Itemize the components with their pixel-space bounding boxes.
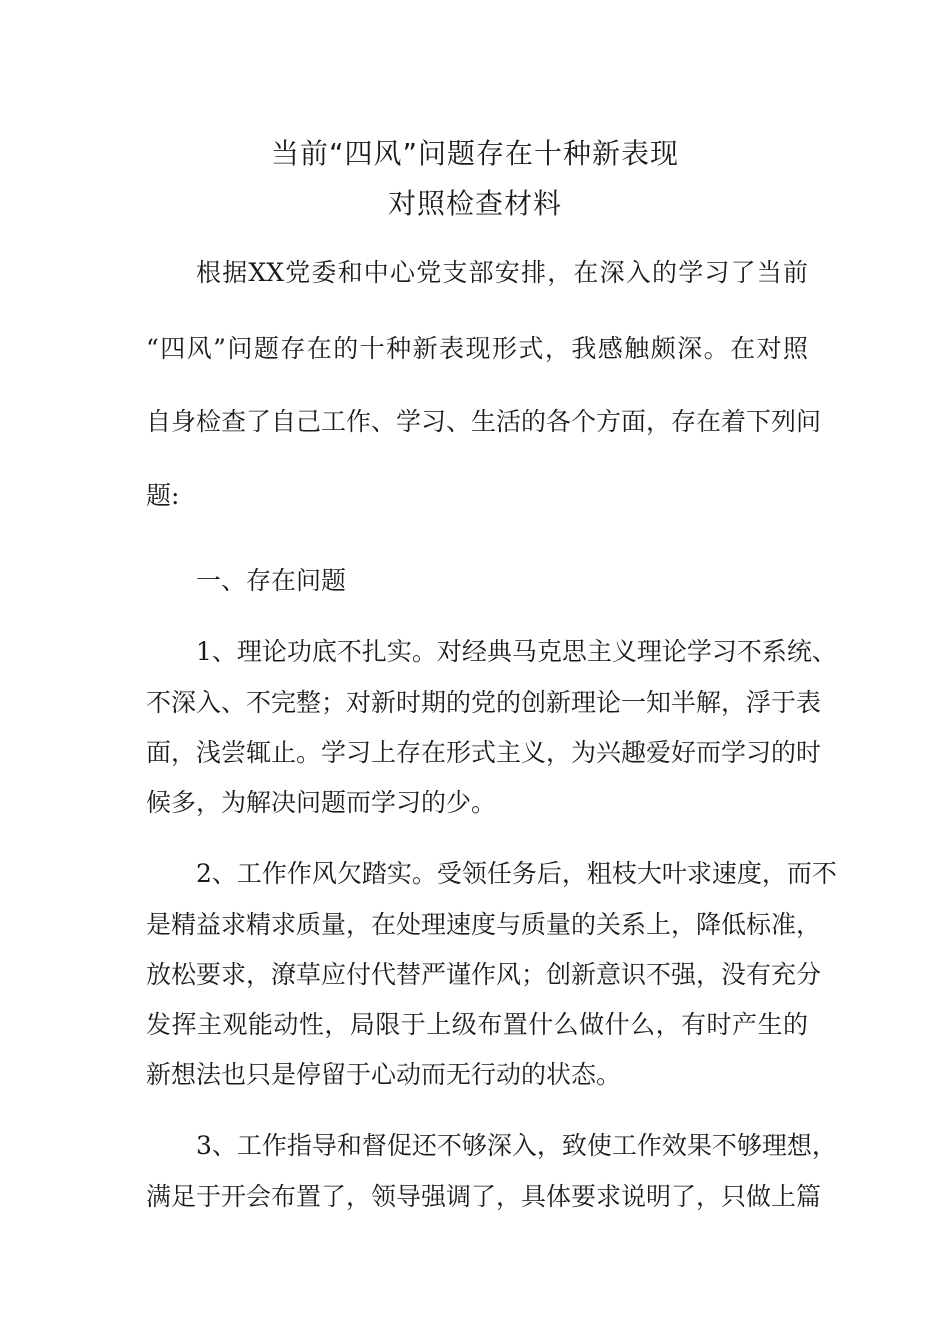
- paragraph-line: 是精益求精求质量，在处理速度与质量的关系上，降低标准，: [146, 910, 822, 939]
- paragraph-line: 3、工作指导和督促还不够深入，致使工作效果不够理想，: [196, 1131, 837, 1160]
- intro-line: “四风”问题存在的十种新表现形式，我感触颇深。在对照: [146, 334, 808, 363]
- paragraph-line: 不深入、不完整；对新时期的党的创新理论一知半解，浮于表: [146, 688, 822, 717]
- paragraph-line: 放松要求，潦草应付代替严谨作风；创新意识不强，没有充分: [146, 960, 822, 989]
- paragraph-line: 发挥主观能动性，局限于上级布置什么做什么，有时产生的: [146, 1010, 808, 1039]
- paragraph-line: 新想法也只是停留于心动而无行动的状态。: [146, 1060, 622, 1089]
- intro-line: 自身检查了自己工作、学习、生活的各个方面，存在着下列问: [146, 407, 822, 436]
- document-title-line-1: 当前“四风”问题存在十种新表现: [270, 137, 679, 170]
- paragraph-line: 1、理论功底不扎实。对经典马克思主义理论学习不系统、: [196, 637, 837, 666]
- paragraph-line: 面，浅尝辄止。学习上存在形式主义，为兴趣爱好而学习的时: [146, 738, 822, 767]
- section-heading-existing-problems: 一、存在问题: [196, 566, 347, 595]
- intro-line: 根据XX党委和中心党支部安排，在深入的学习了当前: [196, 258, 808, 287]
- paragraph-line: 满足于开会布置了，领导强调了，具体要求说明了，只做上篇: [146, 1182, 822, 1211]
- paragraph-line: 候多，为解决问题而学习的少。: [146, 788, 497, 817]
- paragraph-line: 2、工作作风欠踏实。受领任务后，粗枝大叶求速度，而不: [196, 859, 837, 888]
- intro-line: 题:: [146, 481, 180, 510]
- document-title-line-2: 对照检查材料: [387, 187, 562, 220]
